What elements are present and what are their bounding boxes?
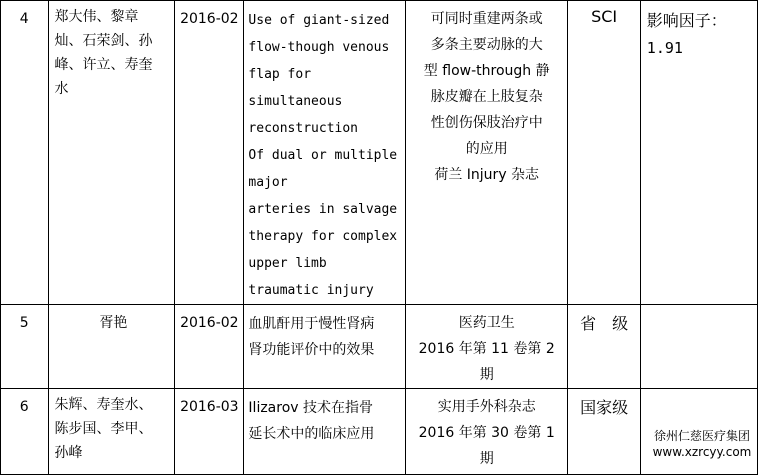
publication-line: 可同时重建两条或 (430, 11, 543, 27)
publication-line: 2016 年第 30 卷第 1 (418, 425, 555, 441)
level-cell: 省 级 (568, 305, 640, 389)
publication-cell (406, 389, 568, 475)
level-cell: 国家级 (568, 389, 640, 475)
title-line: simultaneous (248, 94, 343, 109)
title-line: Of dual or multiple (248, 148, 398, 163)
note-cell (640, 305, 757, 389)
title-line: flap for (248, 67, 312, 82)
title-line: reconstruction (248, 121, 358, 136)
row-number: 4 (1, 1, 49, 305)
table-row (1, 389, 758, 475)
table-row (1, 305, 758, 389)
watermark (652, 428, 752, 460)
authors-cell (48, 389, 175, 475)
date-cell: 2016-02 (175, 1, 244, 305)
authors-cell (48, 1, 175, 305)
author-line: 朱辉、寿奎水、 (54, 397, 153, 413)
author-line: 孙峰 (54, 445, 83, 461)
title-line: major (248, 175, 288, 190)
author-line: 灿、石荣剑、孙 (54, 33, 153, 49)
title-line: Use of giant-sized (248, 13, 390, 28)
title-line: 延长术中的临床应用 (248, 426, 375, 442)
publication-cell (406, 305, 568, 389)
title-cell (244, 1, 406, 305)
title-line: 血肌酐用于慢性肾病 (248, 316, 375, 332)
title-line: arteries in salvage (248, 202, 398, 217)
date-cell: 2016-02 (175, 305, 244, 389)
note-line: 影响因子： (646, 11, 727, 30)
level-cell: SCI (568, 1, 640, 305)
note-line: 1.91 (646, 39, 683, 57)
row-number: 5 (1, 305, 49, 389)
author-line: 郑大伟、黎章 (54, 9, 139, 25)
publication-line: 荷兰 Injury 杂志 (434, 167, 540, 183)
publication-line: 实用手外科杂志 (437, 399, 536, 415)
table-row (1, 1, 758, 305)
note-cell (640, 1, 757, 305)
title-cell (244, 389, 406, 475)
watermark-url: www.xzrcyy.com (652, 445, 752, 459)
publication-line: 多条主要动脉的大 (430, 37, 543, 53)
publication-line: 期 (479, 367, 494, 383)
title-line: upper limb (248, 256, 327, 271)
publication-line: 型 flow-through 静 (423, 63, 550, 79)
publication-line: 期 (479, 451, 494, 467)
publication-line: 2016 年第 11 卷第 2 (418, 341, 555, 357)
publication-line: 医药卫生 (458, 315, 515, 331)
row-number: 6 (1, 389, 49, 475)
title-line: 肾功能评价中的效果 (248, 342, 375, 358)
title-line: traumatic injury (248, 283, 374, 298)
title-line: therapy for complex (248, 229, 398, 244)
publication-line: 的应用 (465, 141, 508, 157)
publication-line: 脉皮瓣在上肢复杂 (430, 89, 543, 105)
author-line: 峰、许立、寿奎 (54, 57, 153, 73)
author-line: 陈步国、李甲、 (54, 421, 153, 437)
authors-cell (48, 305, 175, 389)
author-line: 水 (54, 81, 69, 97)
title-cell (244, 305, 406, 389)
watermark-name: 徐州仁慈医疗集团 (653, 429, 750, 443)
title-line: Ilizarov 技术在指骨 (248, 400, 374, 416)
publication-cell (406, 1, 568, 305)
author-line: 胥艳 (99, 315, 128, 331)
title-line: flow-though venous (248, 40, 390, 55)
date-cell: 2016-03 (175, 389, 244, 475)
publication-line: 性创伤保肢治疗中 (430, 115, 543, 131)
